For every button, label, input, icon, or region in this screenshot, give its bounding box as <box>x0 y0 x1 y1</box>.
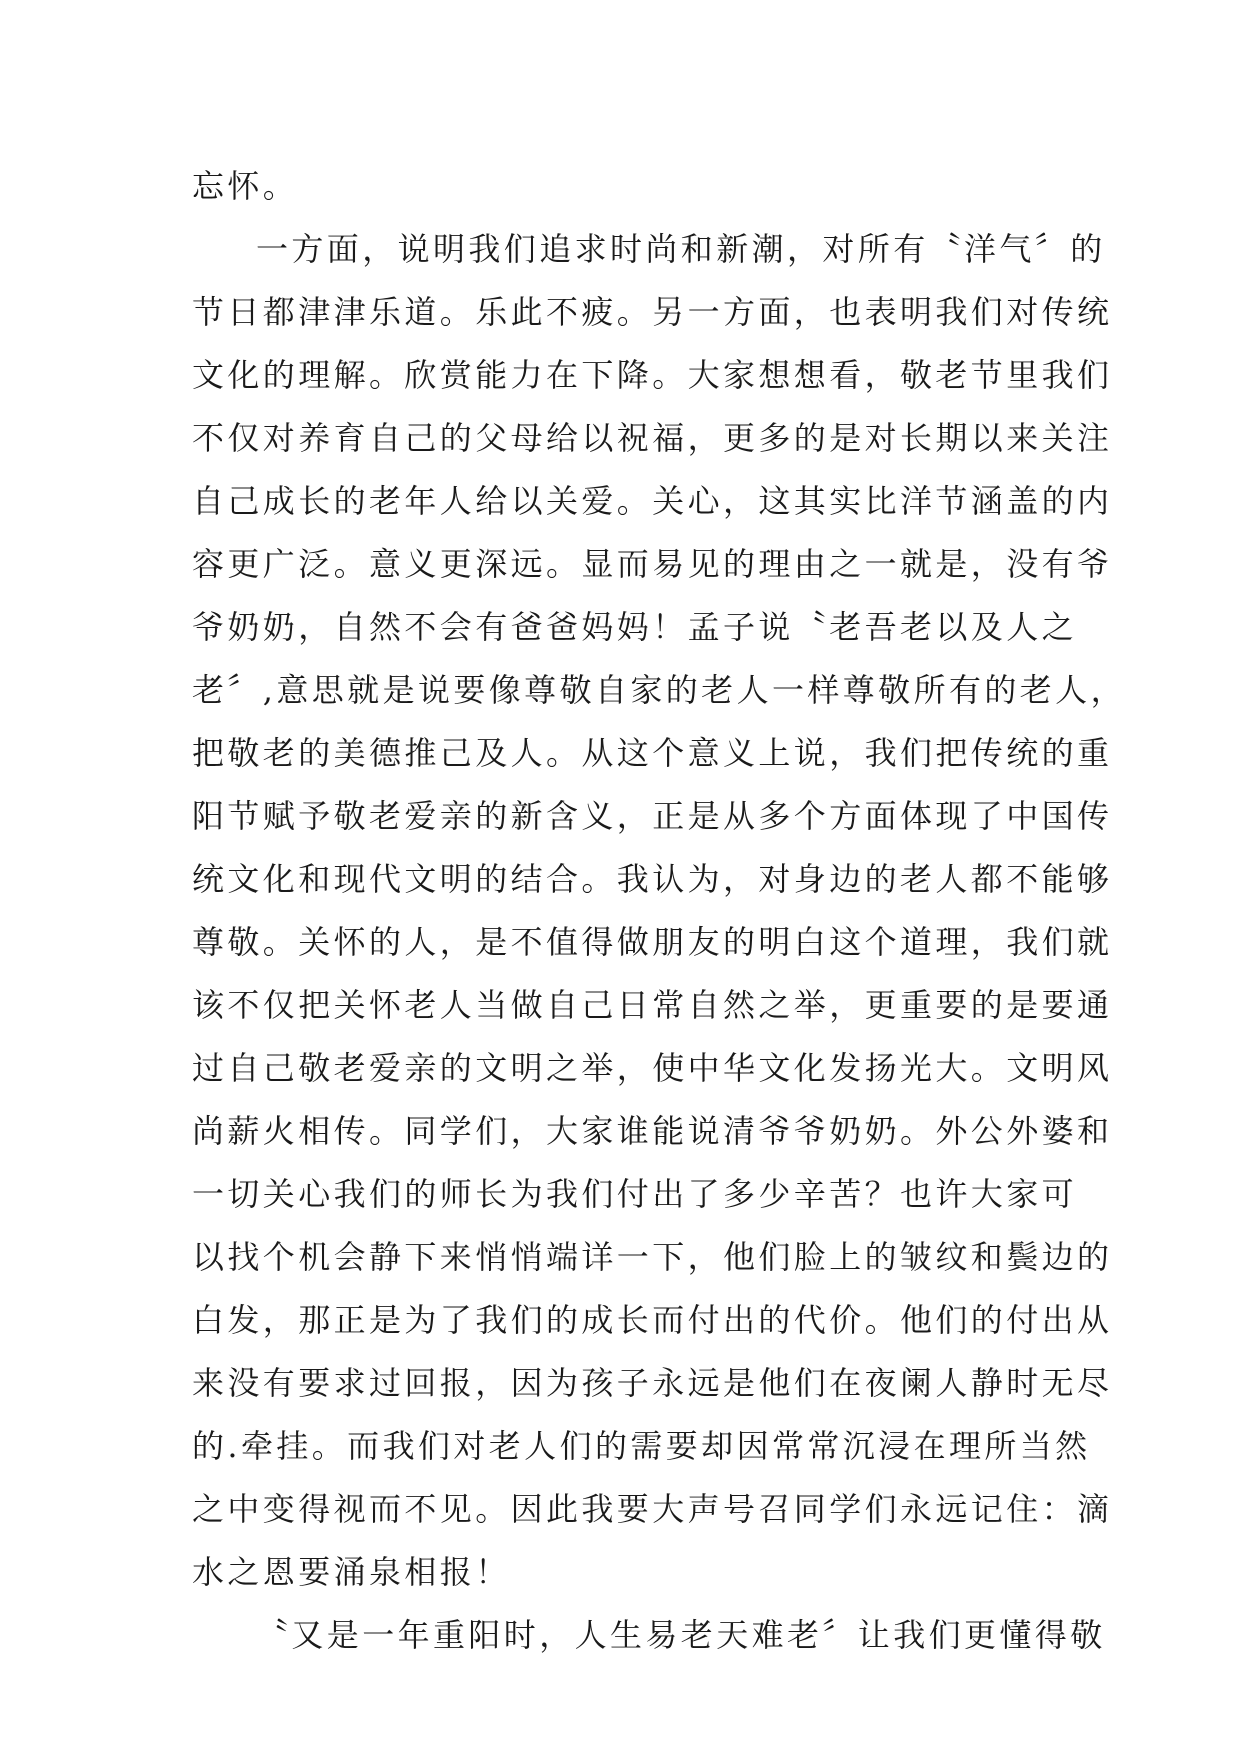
text-line: 统文化和现代文明的结合。我认为，对身边的老人都不能够 <box>192 860 1113 898</box>
text-line: 尊敬。关怀的人，是不值得做朋友的明白这个道理，我们就 <box>192 923 1113 961</box>
text-line: 老〞,意思就是说要像尊敬自家的老人一样尊敬所有的老人， <box>192 671 1126 709</box>
text-line: 自己成长的老年人给以关爱。关心，这其实比洋节涵盖的内 <box>192 482 1113 520</box>
text-line: 一方面，说明我们追求时尚和新潮，对所有〝洋气〞的 <box>256 230 1106 268</box>
text-line: 文化的理解。欣赏能力在下降。大家想想看，敬老节里我们 <box>192 356 1113 394</box>
text-line: 容更广泛。意义更深远。显而易见的理由之一就是，没有爷 <box>192 545 1113 583</box>
text-line: 〝又是一年重阳时，人生易老天难老〞让我们更懂得敬 <box>256 1616 1106 1654</box>
text-line: 节日都津津乐道。乐此不疲。另一方面，也表明我们对传统 <box>192 293 1113 331</box>
text-line: 来没有要求过回报，因为孩子永远是他们在夜阑人静时无尽 <box>192 1364 1113 1402</box>
text-line: 阳节赋予敬老爱亲的新含义，正是从多个方面体现了中国传 <box>192 797 1113 835</box>
text-line: 爷奶奶，自然不会有爸爸妈妈！孟子说〝老吾老以及人之 <box>192 608 1078 646</box>
text-line: 的.牵挂。而我们对老人们的需要却因常常沉浸在理所当然 <box>192 1427 1091 1465</box>
text-line: 不仅对养育自己的父母给以祝福，更多的是对长期以来关注 <box>192 419 1113 457</box>
text-line: 过自己敬老爱亲的文明之举，使中华文化发扬光大。文明风 <box>192 1049 1113 1087</box>
body-text <box>192 155 1126 1667</box>
text-line: 一切关心我们的师长为我们付出了多少辛苦？也许大家可 <box>192 1175 1078 1213</box>
text-line: 水之恩要涌泉相报！ <box>192 1553 511 1591</box>
text-line: 之中变得视而不见。因此我要大声号召同学们永远记住：滴 <box>192 1490 1113 1528</box>
text-line: 以找个机会静下来悄悄端详一下，他们脸上的皱纹和鬓边的 <box>192 1238 1113 1276</box>
text-line: 尚薪火相传。同学们，大家谁能说清爷爷奶奶。外公外婆和 <box>192 1112 1113 1150</box>
text-line: 忘怀。 <box>192 167 299 205</box>
text-line: 该不仅把关怀老人当做自己日常自然之举，更重要的是要通 <box>192 986 1113 1024</box>
text-line: 白发，那正是为了我们的成长而付出的代价。他们的付出从 <box>192 1301 1113 1339</box>
text-line: 把敬老的美德推己及人。从这个意义上说，我们把传统的重 <box>192 734 1113 772</box>
